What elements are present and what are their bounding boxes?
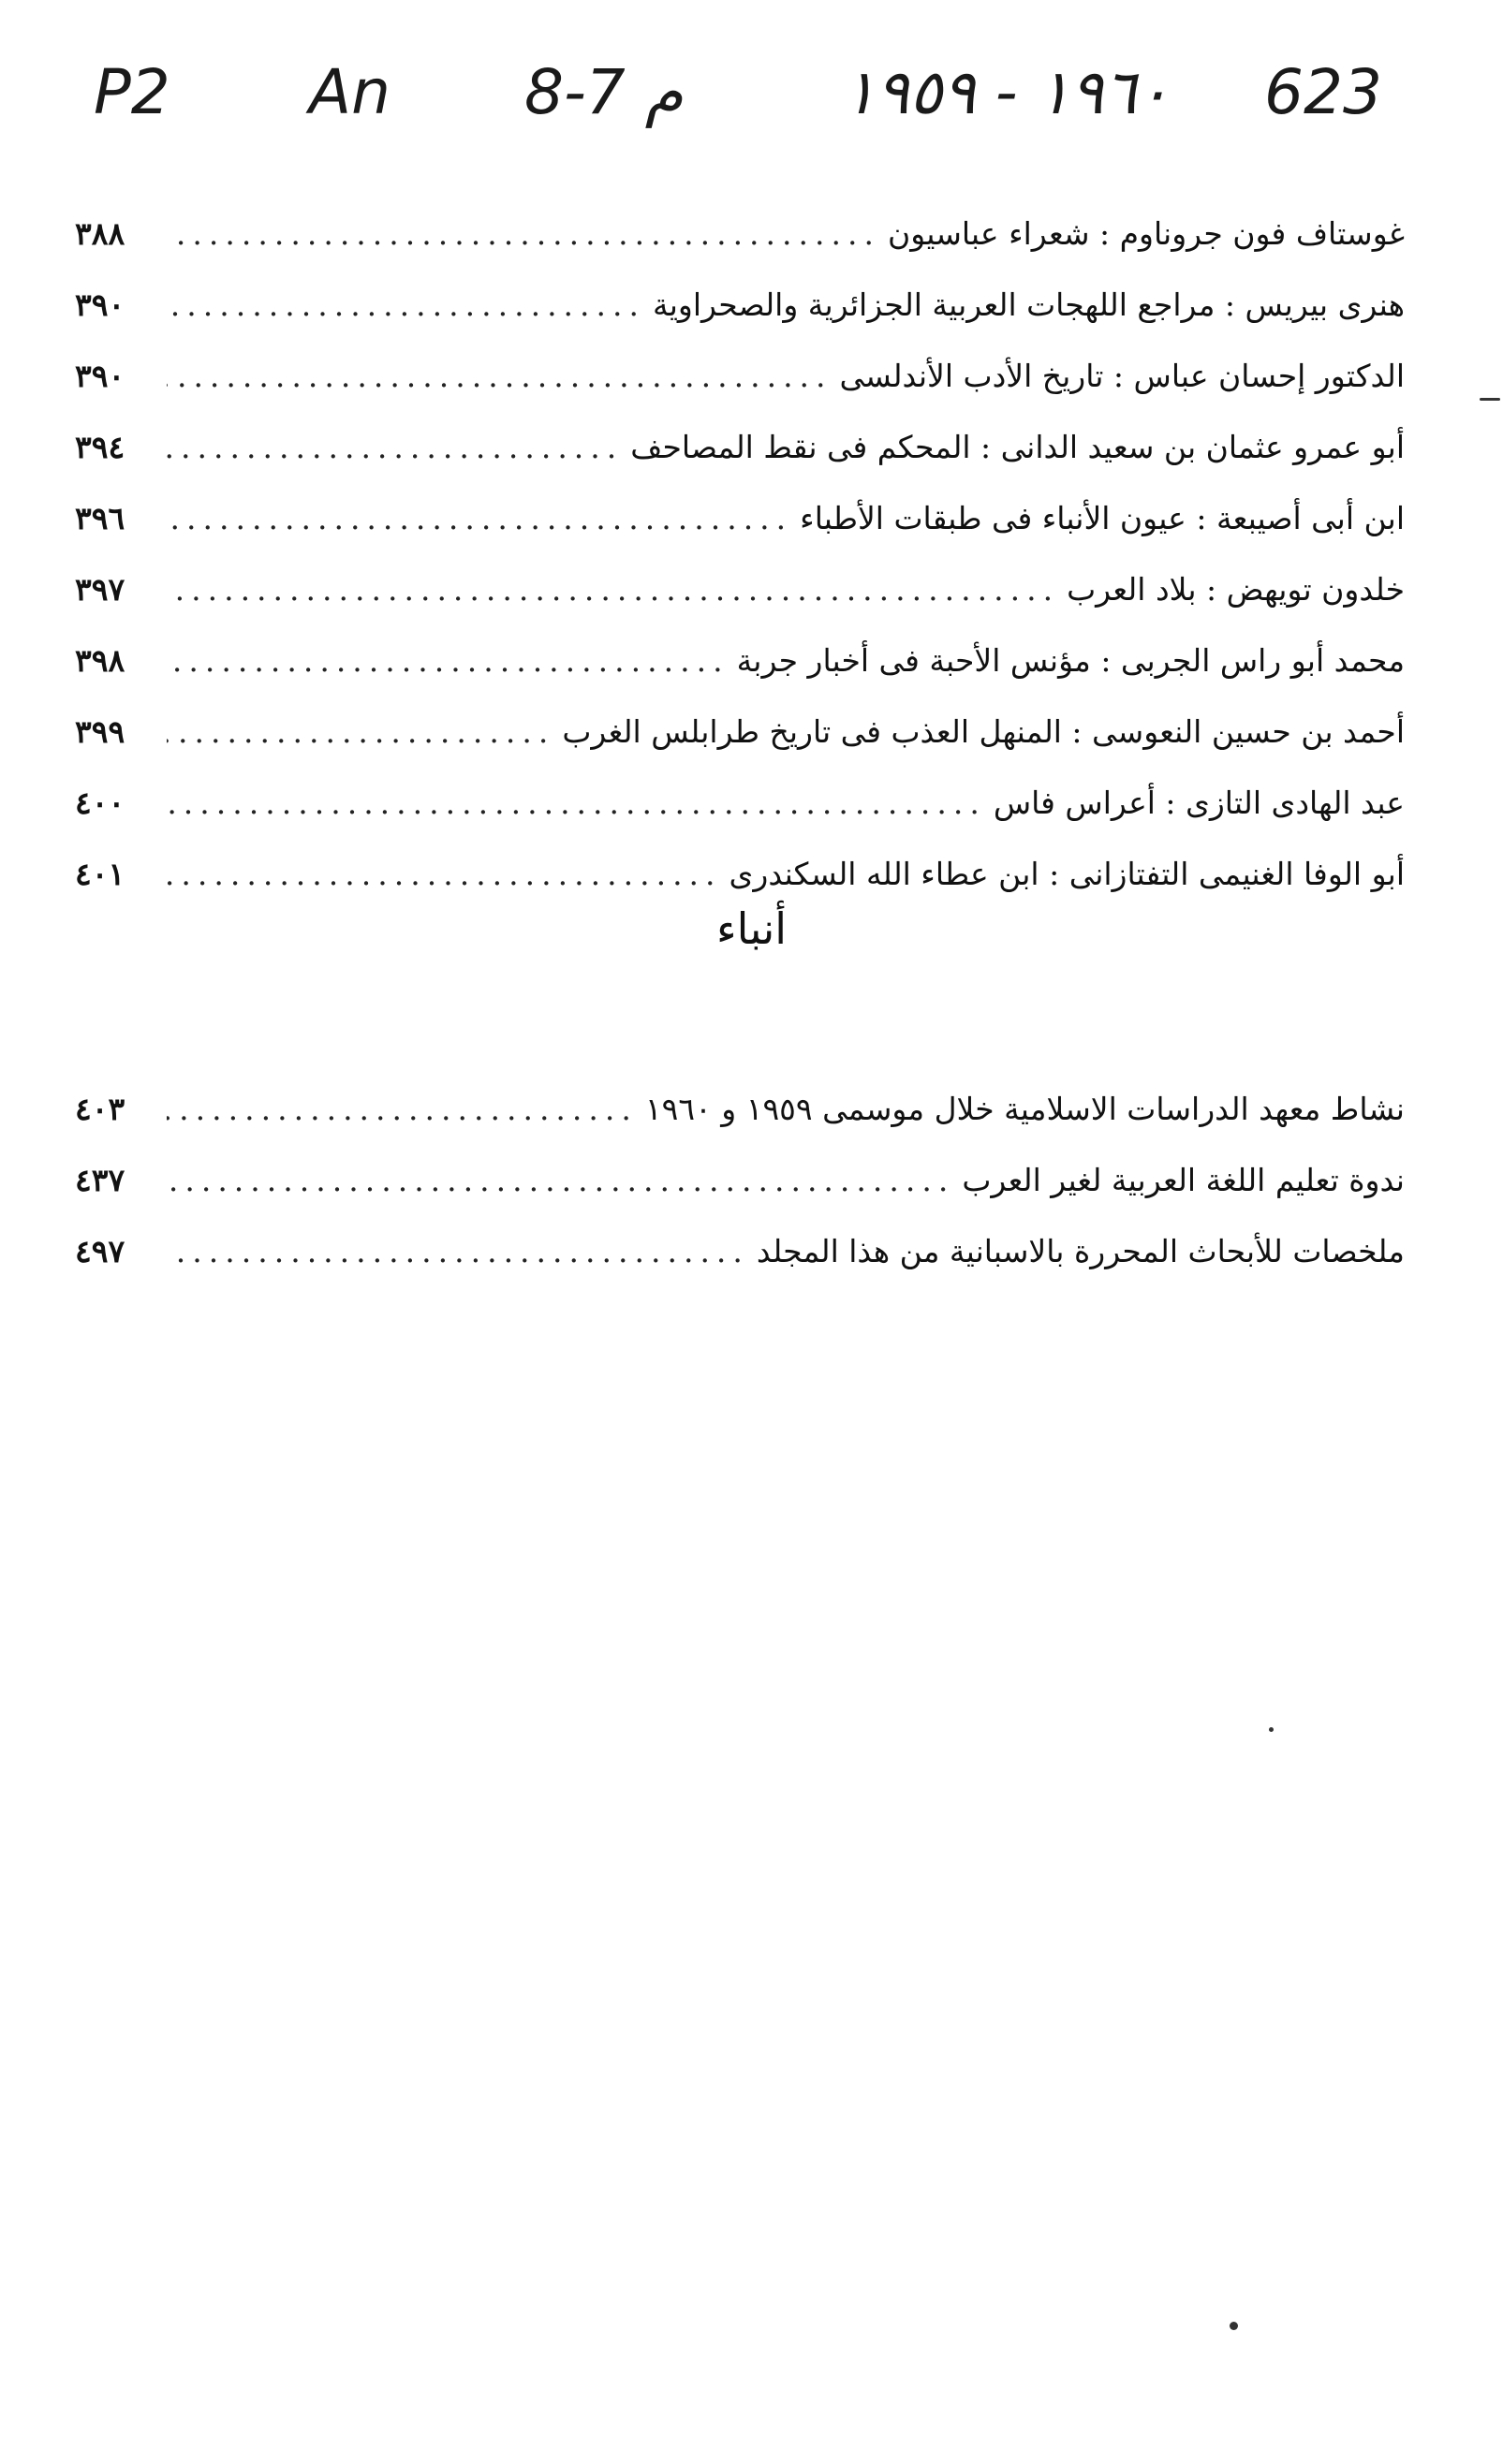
leader-dots [167, 787, 986, 818]
toc-page-number: ٤٠٣ [75, 1091, 125, 1127]
leader-dots [167, 289, 645, 320]
table-of-contents-reviews [75, 178, 1405, 892]
toc-row [75, 1124, 1405, 1198]
toc-title: أحمد بن حسين النعوسى : المنهل العذب فى تاريخ طرابلس الغرب [562, 713, 1405, 750]
toc-row [75, 534, 1405, 608]
leader-dots [167, 858, 722, 889]
toc-title: خلدون تويهض : بلاد العرب [1067, 571, 1405, 608]
leader-dots [167, 1093, 638, 1124]
leader-dots [167, 645, 729, 676]
toc-page-number: ٣٩٦ [75, 500, 125, 536]
handwritten-volume: 8-7 م [524, 56, 684, 128]
toc-row [75, 605, 1405, 679]
toc-page-number: ٣٩٧ [75, 571, 125, 608]
toc-page-number: ٣٨٨ [75, 215, 125, 252]
toc-title: عبد الهادى التازى : أعراس فاس [993, 785, 1405, 821]
paper-speck [1480, 398, 1500, 401]
leader-dots [167, 716, 554, 747]
leader-dots [167, 218, 880, 249]
toc-row [75, 178, 1405, 252]
toc-title: ابن أبى أصيبعة : عيون الأنباء فى طبقات الأطباء [800, 500, 1405, 536]
handwritten-catalog-note [94, 56, 1423, 169]
toc-page-number: ٣٩٨ [75, 642, 125, 679]
toc-title: أبو عمرو عثمان بن سعيد الدانى : المحكم فى نقط المصاحف [630, 429, 1405, 465]
toc-title: أبو الوفا الغنيمى التفتازانى : ابن عطاء الله السكندرى [729, 856, 1405, 892]
toc-title: ملخصات للأبحاث المحررة بالاسبانية من هذا المجلد [756, 1233, 1405, 1269]
toc-title: غوستاف فون جروناوم : شعراء عباسيون [887, 215, 1405, 252]
toc-row [75, 747, 1405, 821]
section-heading: أنباء [715, 903, 788, 954]
toc-page-number: ٣٩٠ [75, 358, 125, 394]
leader-dots [167, 574, 1059, 605]
handwritten-number: 623 [1264, 56, 1382, 128]
toc-title: نشاط معهد الدراسات الاسلامية خلال موسمى ١٩٥٩ و ١٩٦٠ [644, 1091, 1405, 1127]
toc-row [75, 462, 1405, 534]
toc-row [75, 818, 1405, 892]
paper-speck [1230, 2322, 1238, 2330]
leader-dots [167, 360, 833, 391]
handwritten-code: An [309, 56, 390, 128]
toc-title: هنرى بيريس : مراجع اللهجات العربية الجزائرية والصحراوية [653, 286, 1405, 323]
leader-dots [167, 1165, 954, 1195]
leader-dots [167, 1236, 749, 1267]
leader-dots [167, 432, 623, 462]
toc-page-number: ٤٩٧ [75, 1233, 125, 1269]
toc-page-number: ٣٩٤ [75, 429, 125, 465]
toc-row [75, 1195, 1405, 1267]
table-of-contents-news [75, 1053, 1405, 1267]
toc-page-number: ٤٠٠ [75, 785, 125, 821]
toc-row [75, 320, 1405, 394]
toc-title: ندوة تعليم اللغة العربية لغير العرب [962, 1162, 1405, 1198]
leader-dots [167, 503, 792, 534]
toc-title: الدكتور إحسان عباس : تاريخ الأدب الأندلسى [839, 358, 1405, 394]
handwritten-years: ١٩٦٠ - ١٩٥٩ [843, 56, 1171, 128]
toc-row [75, 391, 1405, 465]
toc-page-number: ٣٩٩ [75, 713, 125, 750]
toc-row [75, 676, 1405, 750]
toc-page-number: ٤٠١ [75, 856, 125, 892]
toc-page-number: ٣٩٠ [75, 286, 125, 323]
toc-row [75, 1053, 1405, 1127]
paper-speck [1269, 1727, 1274, 1732]
handwritten-shelf-mark: P2 [94, 56, 170, 128]
toc-page-number: ٤٣٧ [75, 1162, 125, 1198]
toc-title: محمد أبو راس الجربى : مؤنس الأحبة فى أخبار جربة [736, 642, 1405, 679]
toc-row [75, 249, 1405, 323]
